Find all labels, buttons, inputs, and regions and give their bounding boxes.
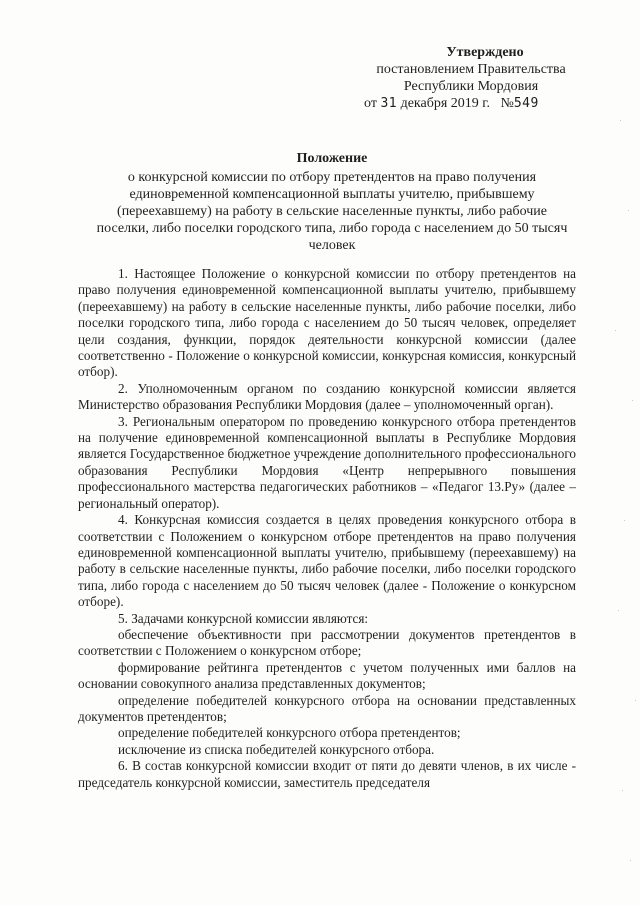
document-number: 549 [513,96,539,111]
paragraph-2: 2. Уполномоченным органом по созданию конкурсной комиссии является Министерство образования Республики Мордовия (далее – уполномоченный орган). [78,380,576,413]
task-item-2: формирование рейтинга претендентов с учетом полученных ими баллов на основании совокупного анализа представленных документов; [78,659,576,692]
date-day: 31 [380,96,398,111]
paragraph-1: 1. Настоящее Положение о конкурсной комиссии по отбору претендентов на право получения единовременной компенсационной выплаты учителю, прибывшему (переехавшему) на работу в сельские населенные пункты, либо рабочие поселки, либо поселки городского типа, либо города с населением до 50 тысяч человек, определяет цели создания, функции, порядок деятельности конкурсной комиссии (далее соответственно - Положение о конкурсной комиссии, конкурсная комиссия, конкурсный отбор). [78,266,576,380]
date-prefix: от [364,96,377,111]
date-month-year: декабря 2019 г. [400,96,490,111]
number-sign: № [500,96,514,111]
document-title [92,150,572,254]
document-subtitle: о конкурсной комиссии по отбору претендентов на право получения единовременной компенсационной выплаты учителю, прибывшему (переехавшему) на работу в сельские населенные пункты, либо рабочие поселки, либо поселки городского типа, либо города с населением до 50 тысяч человек [96,170,568,253]
document-body [78,266,576,791]
scan-speckle [580,0,640,905]
approval-stamp [356,44,586,112]
task-item-3: определение победителей конкурсного отбора на основании представленных документов претендентов; [78,692,576,724]
paragraph-3: 3. Региональным оператором по проведению конкурсного отбора претендентов на получение единовременной компенсационной выплаты в Республике Мордовия является Государственное бюджетное учреждение дополнительного профессионального образования Республики Мордовия «Центр непрерывного повышения профессионального мастерства педагогических работников – «Педагог 13.Ру» (далее – региональный оператор). [78,413,576,511]
document-heading: Положение [296,151,368,166]
paragraph-4: 4. Конкурсная комиссия создается в целях проведения конкурсного отбора в соответствии с Положением о конкурсном отборе претендентов на право получения единовременной компенсационной выплаты учителю, прибывшему (переехавшему) на работу в сельские населенные пункты, либо рабочие поселки, либо поселки городского типа, либо города с населением до 50 тысяч человек (далее - Положение о конкурсном отборе). [78,512,576,610]
paragraph-5: 5. Задачами конкурсной комиссии являются: [118,610,369,626]
approval-date [356,95,586,112]
task-item-4: определение победителей конкурсного отбора претендентов; [118,725,461,741]
paragraph-6: 6. В состав конкурсной комиссии входит от пяти до девяти членов, в их числе - председатель конкурсной комиссии, заместитель председателя [78,758,576,790]
task-item-1: обеспечение объективности при рассмотрении документов претендентов в соответствии с Положением о конкурсном отборе; [78,626,576,659]
approval-line-2: Республики Мордовия [403,79,539,94]
task-item-5: исключение из списка победителей конкурсного отбора. [118,741,435,757]
approval-line-1: постановлением Правительства [376,62,566,77]
approval-title: Утверждено [446,45,524,60]
